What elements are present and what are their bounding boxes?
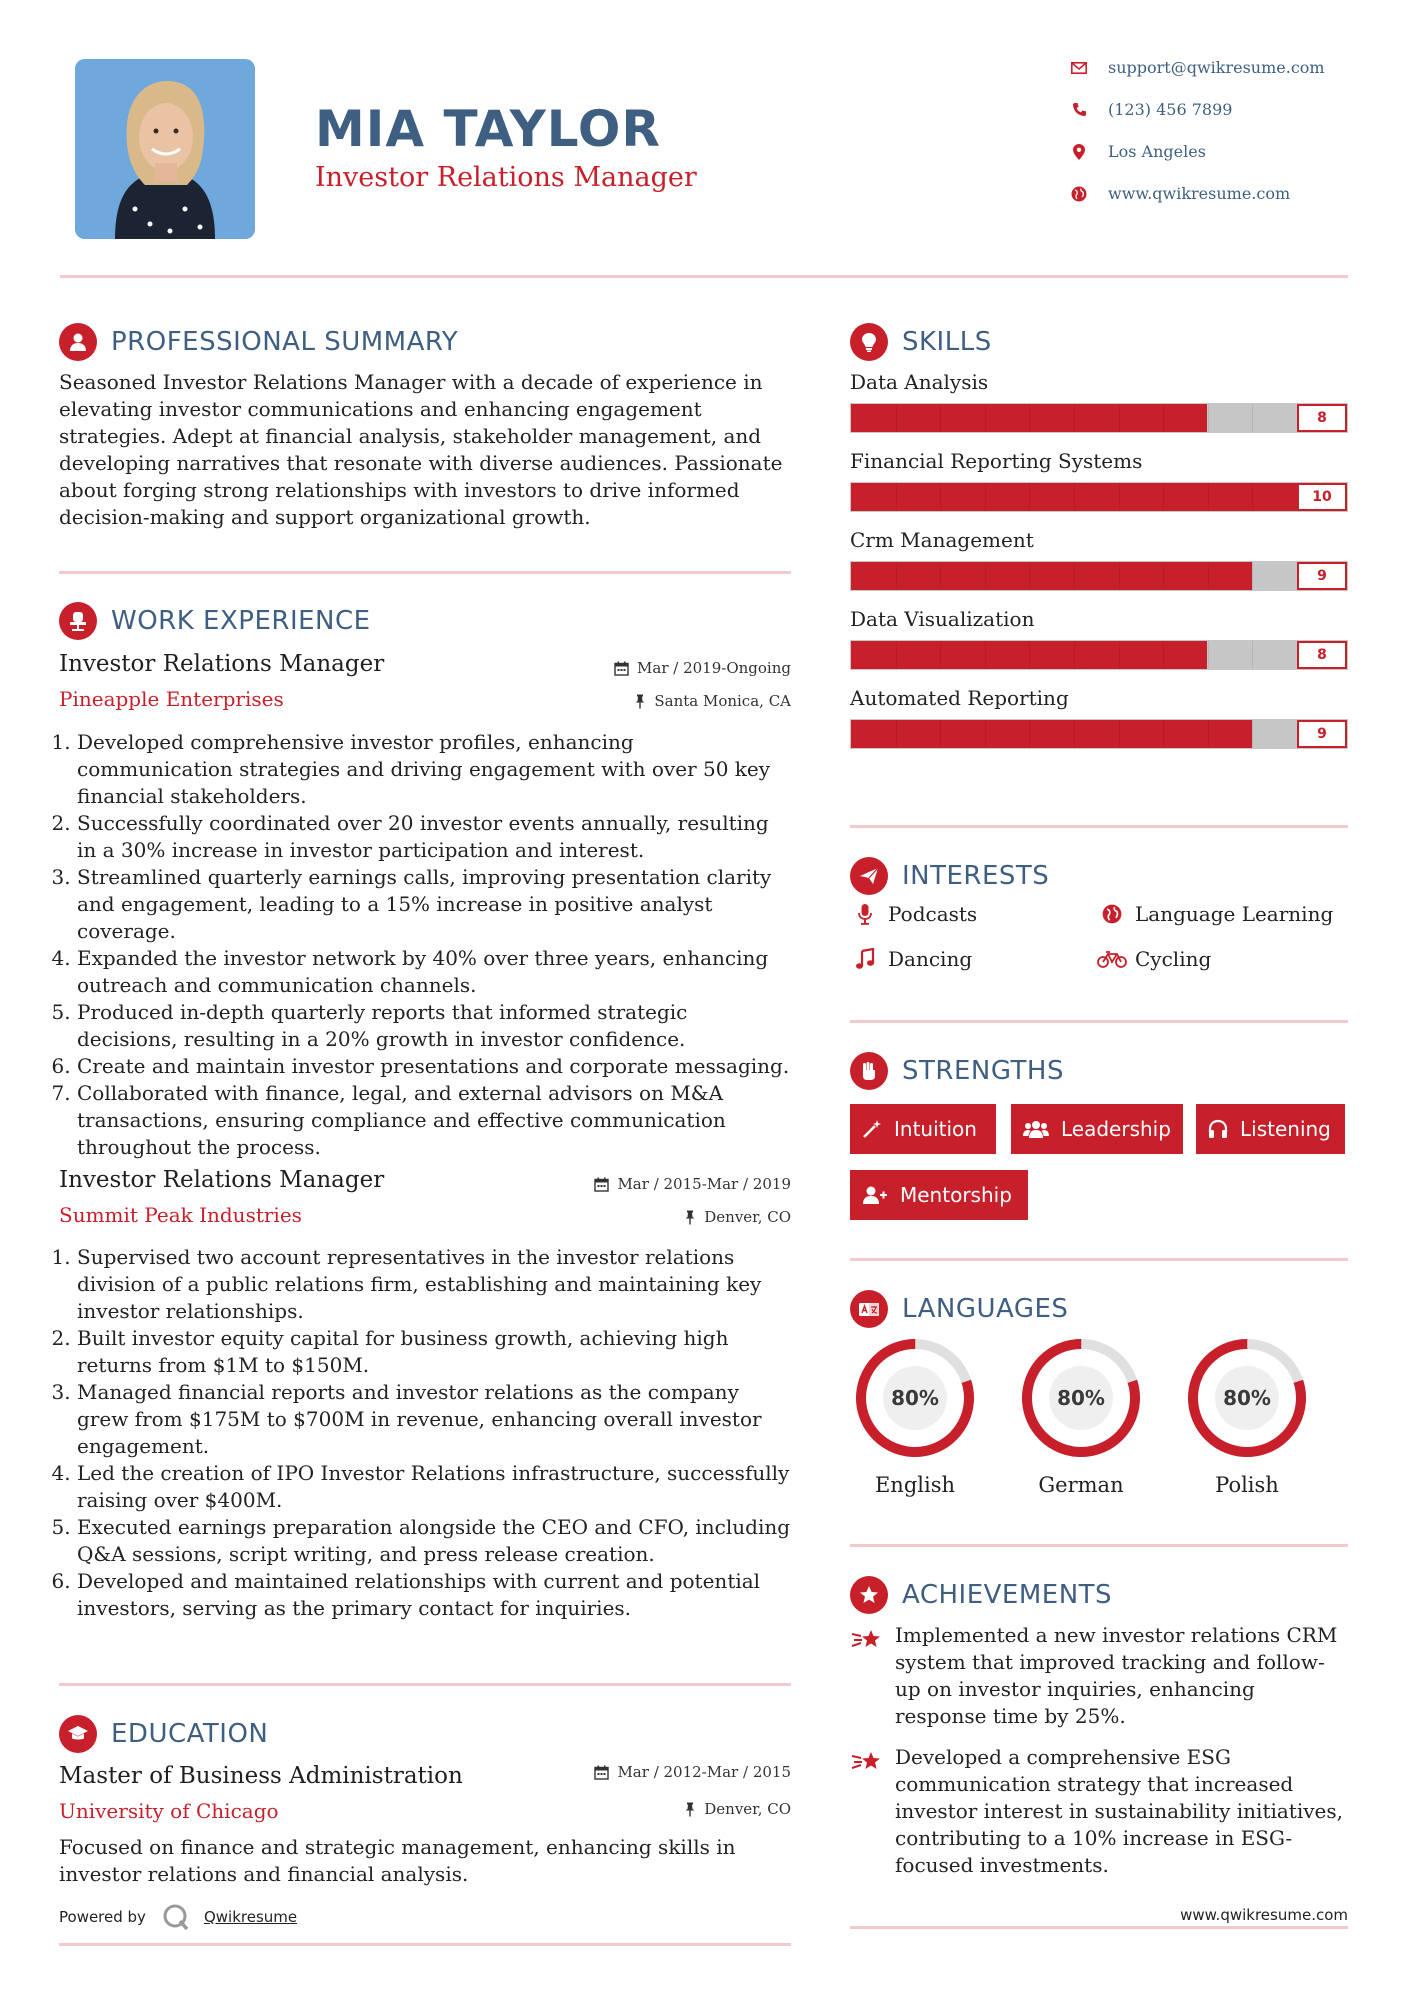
bar-segment-divider xyxy=(1252,641,1253,669)
language-3-percent: 80% xyxy=(1223,1386,1271,1410)
bar-segment-divider xyxy=(1029,562,1030,590)
language-2-name: German xyxy=(1038,1473,1124,1497)
calendar-icon xyxy=(614,661,629,676)
languages-heading xyxy=(850,1290,1068,1328)
translate-icon xyxy=(850,1290,888,1328)
users-icon xyxy=(1023,1119,1049,1139)
user-plus-icon xyxy=(862,1185,888,1205)
calendar-icon xyxy=(594,1177,609,1192)
bar-segment-divider xyxy=(1163,720,1164,748)
powered-by-label: Powered by xyxy=(59,1908,146,1926)
job-2-dates-text: Mar / 2015-Mar / 2019 xyxy=(617,1175,791,1193)
job-2-location-text: Denver, CO xyxy=(704,1208,791,1226)
bar-segment-divider xyxy=(985,562,986,590)
job-2-company: Summit Peak Industries xyxy=(59,1203,302,1227)
language-3-name: Polish xyxy=(1215,1473,1279,1497)
bar-segment-divider xyxy=(1208,404,1209,432)
bar-segment-divider xyxy=(985,404,986,432)
languages-divider xyxy=(850,1544,1348,1547)
achievement-1 xyxy=(850,1622,1348,1730)
job-1-title: Investor Relations Manager xyxy=(59,651,385,677)
list-item: 4. Led the creation of IPO Investor Relations infrastructure, successfully raising over $400M. xyxy=(77,1460,794,1514)
education-heading xyxy=(59,1715,268,1753)
list-item: 4. Expanded the investor network by 40% over three years, enhancing outreach and communication channels. xyxy=(77,945,794,999)
contact-website-text: www.qwikresume.com xyxy=(1108,184,1291,203)
experience-title: WORK EXPERIENCE xyxy=(111,606,371,636)
bar-segment-divider xyxy=(1074,720,1075,748)
bar-segment-divider xyxy=(1208,483,1209,511)
skill-2-bar xyxy=(850,482,1348,512)
qwikresume-link[interactable]: Qwikresume xyxy=(203,1908,298,1926)
bar-segment-divider xyxy=(1029,404,1030,432)
job-1-company: Pineapple Enterprises xyxy=(59,687,284,711)
skill-1-score: 8 xyxy=(1297,404,1347,432)
profile-photo xyxy=(75,59,255,239)
bar-segment-divider xyxy=(940,483,941,511)
language-3 xyxy=(1182,1337,1312,1497)
job-1-location xyxy=(500,692,791,710)
microphone-icon xyxy=(850,903,880,925)
strengths-title: STRENGTHS xyxy=(902,1056,1064,1086)
bar-segment-divider xyxy=(1252,483,1253,511)
skill-2-name: Financial Reporting Systems xyxy=(850,449,1143,473)
list-item: 7. Collaborated with finance, legal, and external advisors on M&A transactions, ensuring compliance and effective communication throughout the process. xyxy=(77,1080,794,1161)
lightbulb-icon xyxy=(850,323,888,361)
achievement-2 xyxy=(850,1744,1348,1879)
footer-divider-left xyxy=(59,1943,791,1946)
contact-email[interactable] xyxy=(1070,58,1325,77)
language-2-percent: 80% xyxy=(1057,1386,1105,1410)
education-degree: Master of Business Administration xyxy=(59,1763,463,1789)
bar-segment-divider xyxy=(1029,641,1030,669)
shooting-star-icon xyxy=(850,1622,895,1730)
bar-segment-divider xyxy=(896,483,897,511)
bar-segment-divider xyxy=(1208,720,1209,748)
bar-segment-divider xyxy=(940,404,941,432)
bar-segment-divider xyxy=(940,720,941,748)
strengths-divider xyxy=(850,1258,1348,1261)
language-1-name: English xyxy=(874,1473,956,1497)
summary-text: Seasoned Investor Relations Manager with a decade of experience in elevating investor communications and enhancing engagement strategies. Adept at financial analysis, stakeholder management, and developing narratives that resonate with diverse audiences. Passionate about forging strong relationships with investors to drive informed decision-making and support organizational growth. xyxy=(59,370,783,529)
calendar-icon xyxy=(594,1765,609,1780)
bar-segment-divider xyxy=(896,641,897,669)
bar-segment-divider xyxy=(896,404,897,432)
skill-3-bar xyxy=(850,561,1348,591)
summary-title: PROFESSIONAL SUMMARY xyxy=(111,327,459,357)
candidate-title: Investor Relations Manager xyxy=(315,162,697,193)
skills-list xyxy=(850,370,1348,749)
graduation-cap-icon xyxy=(59,1715,97,1753)
interests-divider xyxy=(850,1020,1348,1023)
bar-segment-divider xyxy=(1119,720,1120,748)
interest-3-label: Dancing xyxy=(888,947,973,971)
contact-email-text: support@qwikresume.com xyxy=(1108,58,1325,77)
paper-plane-icon xyxy=(850,857,888,895)
pushpin-icon xyxy=(684,1802,696,1817)
education-location-text: Denver, CO xyxy=(704,1800,791,1818)
contact-location-text: Los Angeles xyxy=(1108,142,1206,161)
bar-segment-divider xyxy=(896,562,897,590)
strength-tag-4 xyxy=(850,1170,1028,1220)
interests-title: INTERESTS xyxy=(902,861,1050,891)
powered-by xyxy=(59,1903,297,1931)
bar-segment-divider xyxy=(1029,720,1030,748)
magic-wand-icon xyxy=(862,1119,882,1139)
shooting-star-icon xyxy=(850,1744,895,1879)
list-item: 3. Streamlined quarterly earnings calls, improving presentation clarity and engagement, leading to a 15% increase in positive analyst coverage. xyxy=(77,864,794,945)
skill-3-name: Crm Management xyxy=(850,528,1034,552)
contact-website[interactable] xyxy=(1070,184,1290,203)
user-icon xyxy=(59,323,97,361)
list-item: 1. Supervised two account representatives in the investor relations division of a public relations firm, establishing and maintaining key investor relationships. xyxy=(77,1244,794,1325)
list-item: 6. Developed and maintained relationships with current and potential investors, serving as the primary contact for inquiries. xyxy=(77,1568,794,1622)
skill-4-name: Data Visualization xyxy=(850,607,1035,631)
bar-segment-divider xyxy=(985,641,986,669)
skill-4-bar xyxy=(850,640,1348,670)
experience-divider xyxy=(59,1683,791,1686)
interest-2-label: Language Learning xyxy=(1135,902,1334,926)
interest-3 xyxy=(850,947,972,971)
headphones-icon xyxy=(1208,1119,1228,1139)
strength-1-label: Intuition xyxy=(894,1117,977,1141)
bar-segment-divider xyxy=(1252,562,1253,590)
footer-divider-right xyxy=(850,1926,1348,1929)
education-dates-text: Mar / 2012-Mar / 2015 xyxy=(617,1763,791,1781)
phone-icon xyxy=(1070,101,1088,119)
language-1-ring xyxy=(854,1337,976,1459)
language-1-percent: 80% xyxy=(891,1386,939,1410)
experience-heading xyxy=(59,602,371,640)
skill-5-score: 9 xyxy=(1297,720,1347,748)
contact-phone[interactable] xyxy=(1070,100,1232,119)
education-description: Focused on finance and strategic management, enhancing skills in investor relations and financial analysis. xyxy=(59,1835,736,1886)
list-item: 2. Built investor equity capital for business growth, achieving high returns from $1M to $150M. xyxy=(77,1325,794,1379)
qwikresume-logo-icon xyxy=(162,1903,190,1931)
header-divider xyxy=(60,275,1348,278)
list-item: 3. Managed financial reports and investor relations as the company grew from $175M to $700M in revenue, enhancing overall investor engagement. xyxy=(77,1379,794,1460)
bicycle-icon xyxy=(1097,950,1127,968)
skill-3-score: 9 xyxy=(1297,562,1347,590)
skill-3-fill xyxy=(851,562,1252,590)
education-school: University of Chicago xyxy=(59,1799,279,1823)
globe-icon xyxy=(1097,904,1127,924)
fist-icon xyxy=(850,1052,888,1090)
skill-5-bar xyxy=(850,719,1348,749)
contact-phone-text: (123) 456 7899 xyxy=(1108,100,1233,119)
skill-4-score: 8 xyxy=(1297,641,1347,669)
job-2-location xyxy=(500,1208,791,1226)
list-item: 5. Produced in-depth quarterly reports that informed strategic decisions, resulting in a 20% growth in investor confidence. xyxy=(77,999,794,1053)
strength-3-label: Listening xyxy=(1240,1117,1331,1141)
interests-heading xyxy=(850,857,1049,895)
bar-segment-divider xyxy=(1074,562,1075,590)
strength-tag-3 xyxy=(1196,1104,1345,1154)
achievements-title: ACHIEVEMENTS xyxy=(902,1580,1113,1610)
bar-segment-divider xyxy=(940,562,941,590)
interest-2 xyxy=(1097,902,1333,926)
bar-segment-divider xyxy=(1252,720,1253,748)
language-2-ring xyxy=(1020,1337,1142,1459)
skill-5-fill xyxy=(851,720,1252,748)
education-title: EDUCATION xyxy=(111,1719,269,1749)
bar-segment-divider xyxy=(1163,404,1164,432)
strength-tag-1 xyxy=(850,1104,996,1154)
language-3-ring xyxy=(1186,1337,1308,1459)
job-1-dates xyxy=(500,659,791,677)
bar-segment-divider xyxy=(1119,483,1120,511)
skill-2-score: 10 xyxy=(1297,483,1347,511)
bar-segment-divider xyxy=(1163,483,1164,511)
achievement-2-text: Developed a comprehensive ESG communication strategy that increased investor interest in sustainability initiatives, contributing to a 10% increase in ESG-focused investments. xyxy=(895,1745,1343,1877)
bar-segment-divider xyxy=(1119,562,1120,590)
language-2 xyxy=(1016,1337,1146,1497)
languages-title: LANGUAGES xyxy=(902,1294,1069,1324)
footer-website[interactable]: www.qwikresume.com xyxy=(1180,1906,1348,1924)
job-2-duties xyxy=(59,1244,794,1622)
strength-4-label: Mentorship xyxy=(900,1183,1012,1207)
skill-1-name: Data Analysis xyxy=(850,370,989,394)
language-1 xyxy=(850,1337,980,1497)
list-item: 2. Successfully coordinated over 20 investor events annually, resulting in a 30% increase in investor participation and interest. xyxy=(77,810,794,864)
education-location xyxy=(500,1800,791,1818)
interest-1 xyxy=(850,902,977,926)
job-2-title: Investor Relations Manager xyxy=(59,1167,385,1193)
job-1-dates-text: Mar / 2019-Ongoing xyxy=(637,659,791,677)
bar-segment-divider xyxy=(1074,404,1075,432)
map-marker-icon xyxy=(1070,143,1088,161)
achievements-heading xyxy=(850,1576,1112,1614)
list-item: 6. Create and maintain investor presentations and corporate messaging. xyxy=(77,1053,794,1080)
education-dates xyxy=(500,1763,791,1781)
bar-segment-divider xyxy=(896,720,897,748)
bar-segment-divider xyxy=(1208,641,1209,669)
summary-heading xyxy=(59,323,458,361)
skills-title: SKILLS xyxy=(902,327,992,357)
envelope-icon xyxy=(1070,59,1088,77)
list-item: 1. Developed comprehensive investor profiles, enhancing communication strategies and driving engagement with over 50 key financial stakeholders. xyxy=(77,729,794,810)
job-2-dates xyxy=(500,1175,791,1193)
contact-location xyxy=(1070,142,1206,161)
strengths-heading xyxy=(850,1052,1064,1090)
job-1-duties xyxy=(59,729,794,1161)
candidate-name: MIA TAYLOR xyxy=(315,100,661,158)
bar-segment-divider xyxy=(1208,562,1209,590)
globe-icon xyxy=(1070,185,1088,203)
briefcase-chair-icon xyxy=(59,602,97,640)
achievement-1-text: Implemented a new investor relations CRM system that improved tracking and follow-up on investor inquiries, enhancing response time by 25%. xyxy=(895,1623,1338,1728)
summary-divider xyxy=(59,571,791,574)
list-item: 5. Executed earnings preparation alongside the CEO and CFO, including Q&A sessions, script writing, and press release creation. xyxy=(77,1514,794,1568)
bar-segment-divider xyxy=(1029,483,1030,511)
strength-2-label: Leadership xyxy=(1061,1117,1171,1141)
star-badge-icon xyxy=(850,1576,888,1614)
interest-4-label: Cycling xyxy=(1135,947,1212,971)
bar-segment-divider xyxy=(985,483,986,511)
pushpin-icon xyxy=(634,694,646,709)
strength-tag-2 xyxy=(1011,1104,1183,1154)
bar-segment-divider xyxy=(1074,483,1075,511)
skill-2-fill xyxy=(851,483,1347,511)
skill-5-name: Automated Reporting xyxy=(850,686,1069,710)
skills-heading xyxy=(850,323,992,361)
music-note-icon xyxy=(850,948,880,970)
bar-segment-divider xyxy=(1163,641,1164,669)
skill-1-bar xyxy=(850,403,1348,433)
interest-4 xyxy=(1097,947,1211,971)
bar-segment-divider xyxy=(1074,641,1075,669)
interest-1-label: Podcasts xyxy=(888,902,978,926)
bar-segment-divider xyxy=(1252,404,1253,432)
skills-divider xyxy=(850,825,1348,828)
pushpin-icon xyxy=(684,1210,696,1225)
bar-segment-divider xyxy=(940,641,941,669)
bar-segment-divider xyxy=(985,720,986,748)
bar-segment-divider xyxy=(1163,562,1164,590)
job-1-location-text: Santa Monica, CA xyxy=(654,692,791,710)
bar-segment-divider xyxy=(1119,404,1120,432)
bar-segment-divider xyxy=(1119,641,1120,669)
